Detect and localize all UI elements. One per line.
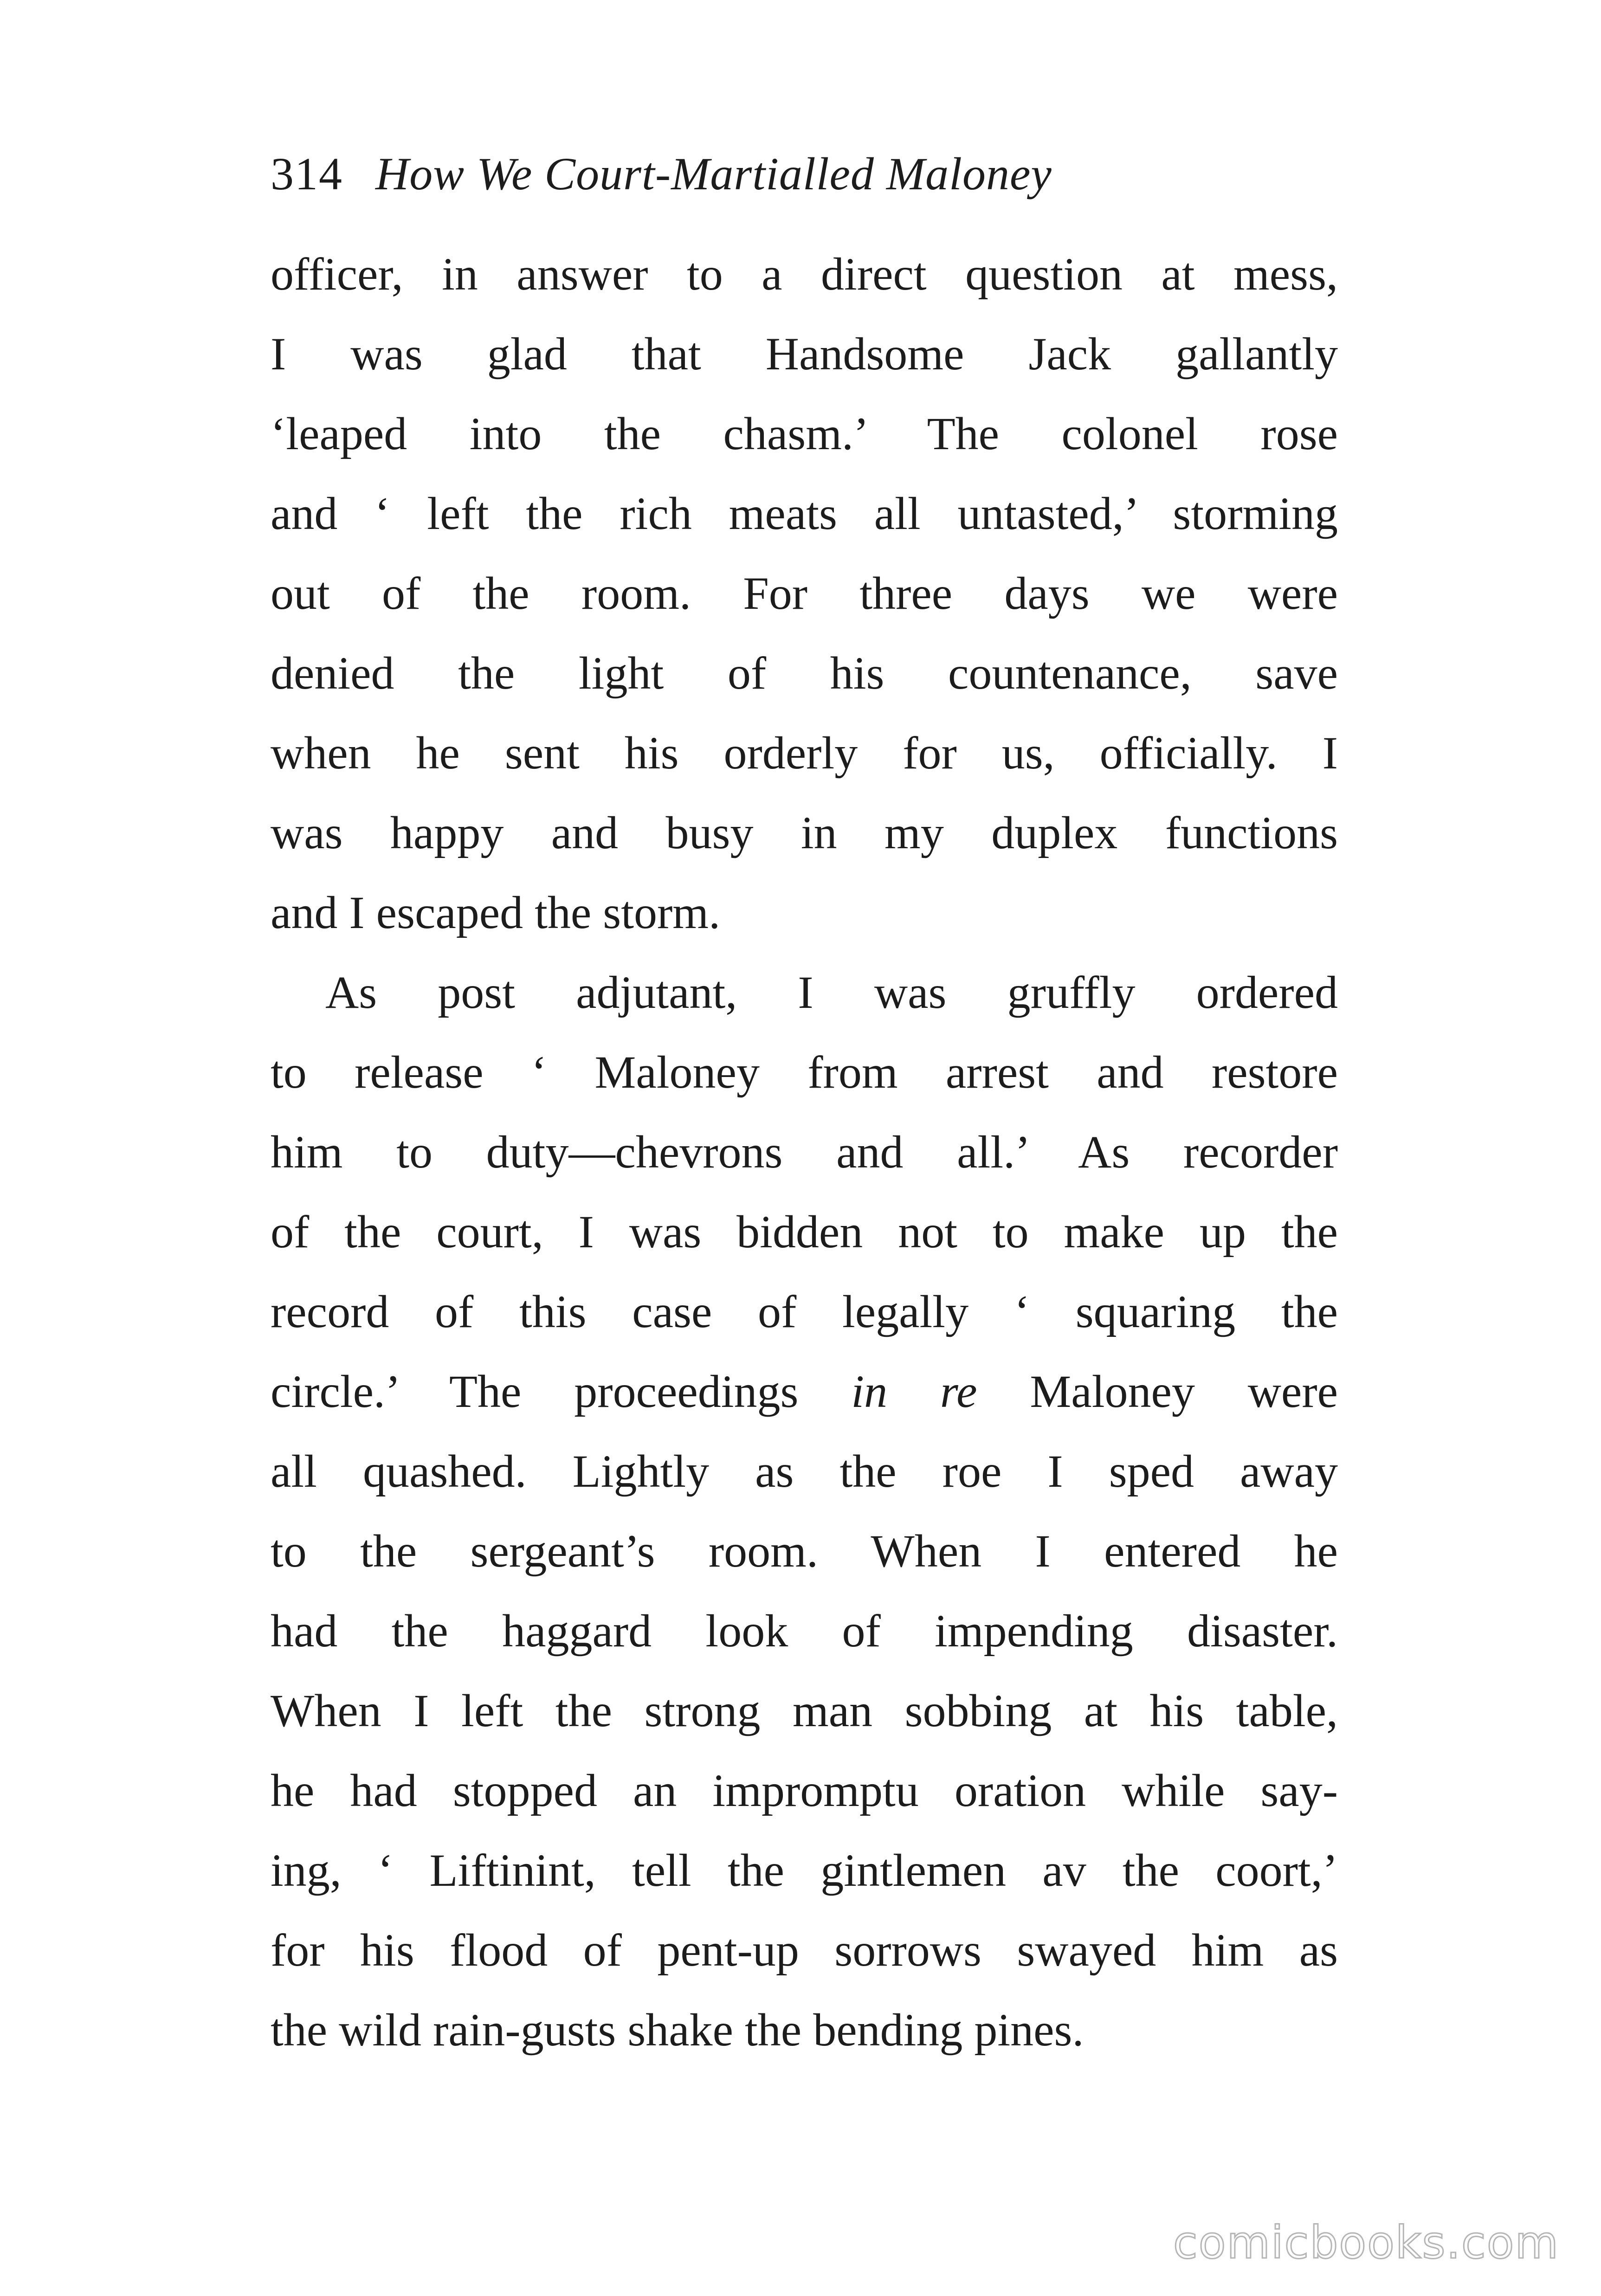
text-line: and I escaped the storm. <box>271 887 721 938</box>
text-fragment: circle.’ The proceedings <box>271 1366 852 1417</box>
text-line: officer, in answer to a direct question at mess, <box>271 248 1338 300</box>
page-number: 314 <box>271 148 343 200</box>
body-text <box>271 234 1338 2070</box>
text-line: had the haggard look of impending disaster. <box>271 1605 1338 1657</box>
text-fragment: Maloney were <box>977 1366 1338 1417</box>
text-line: when he sent his orderly for us, officially. I <box>271 727 1338 779</box>
text-line: for his flood of pent-up sorrows swayed him as <box>271 1924 1338 1976</box>
text-line: he had stopped an impromptu oration while say- <box>271 1765 1338 1816</box>
text-line: to the sergeant’s room. When I entered he <box>271 1525 1338 1577</box>
italic-phrase: in re <box>851 1366 977 1417</box>
text-line: to release ‘ Maloney from arrest and restore <box>271 1046 1338 1098</box>
text-line: ‘leaped into the chasm.’ The colonel rose <box>271 408 1338 459</box>
text-line: ing, ‘ Liftinint, tell the gintlemen av the coort,’ <box>271 1845 1338 1896</box>
running-head <box>271 139 1338 209</box>
text-line: When I left the strong man sobbing at his table, <box>271 1685 1338 1736</box>
watermark: comicbooks.com <box>1173 2217 1559 2269</box>
paragraph-1 <box>271 234 1338 953</box>
text-line: and ‘ left the rich meats all untasted,’ storming <box>271 488 1338 539</box>
text-line: record of this case of legally ‘ squaring the <box>271 1286 1338 1337</box>
running-title: How We Court-Martialled Maloney <box>375 148 1052 200</box>
text-line: I was glad that Handsome Jack gallantly <box>271 328 1338 380</box>
text-line: As post adjutant, I was gruffly ordered <box>325 967 1338 1018</box>
text-line: the wild rain-gusts shake the bending pines. <box>271 2004 1084 2056</box>
paragraph-2 <box>271 953 1338 2070</box>
text-line: out of the room. For three days we were <box>271 568 1338 619</box>
text-line: him to duty—chevrons and all.’ As recorder <box>271 1126 1338 1178</box>
text-line <box>271 1352 1338 1432</box>
text-line: of the court, I was bidden not to make up the <box>271 1206 1338 1258</box>
text-line: was happy and busy in my duplex functions <box>271 807 1338 858</box>
text-line: all quashed. Lightly as the roe I sped away <box>271 1445 1338 1497</box>
text-line: denied the light of his countenance, save <box>271 647 1338 699</box>
